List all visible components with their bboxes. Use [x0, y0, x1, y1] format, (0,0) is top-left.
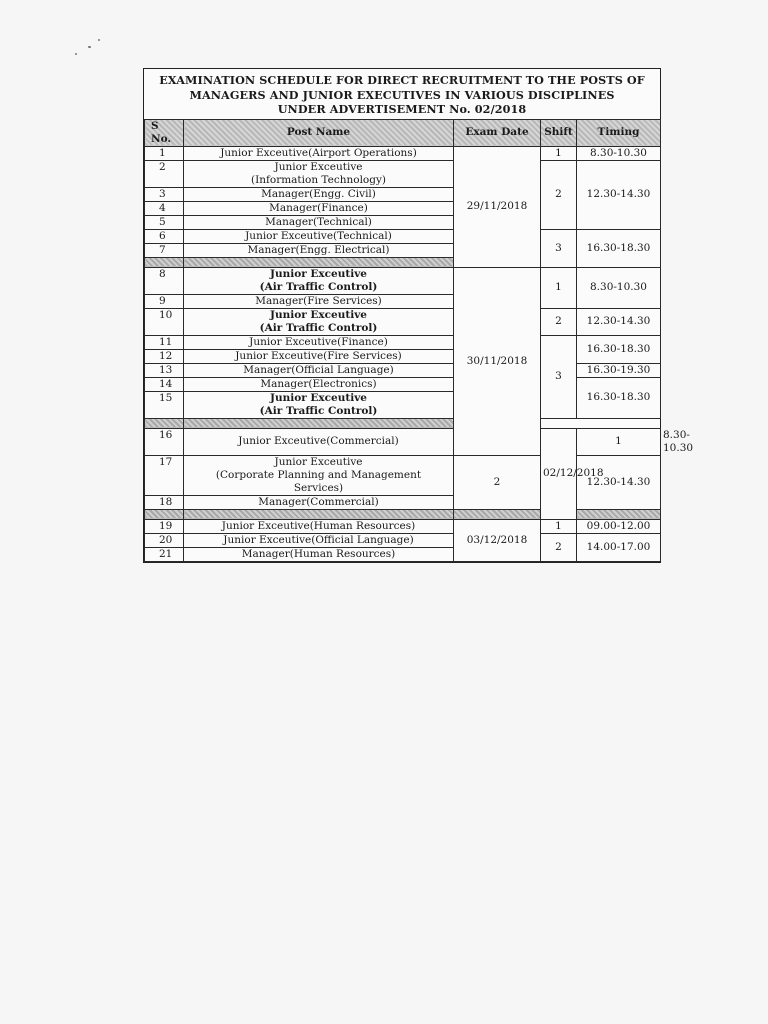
sno-cell: 3 [145, 187, 184, 201]
header-post-name: Post Name [184, 119, 454, 146]
exam-date-cell: 30/11/2018 [454, 267, 541, 455]
post-name-cell [184, 308, 454, 335]
sno-cell: 14 [145, 377, 184, 391]
sno-cell: 2 [145, 160, 184, 187]
title-line-2: MANAGERS AND JUNIOR EXECUTIVES IN VARIOUS DISCIPLINES [189, 87, 615, 102]
post-name-line: Junior Exceutive [274, 160, 363, 173]
timing-cell: 09.00-12.00 [577, 519, 661, 533]
shift-cell: 1 [541, 146, 577, 160]
separator-row [145, 418, 661, 428]
table-row: 16 Junior Exceutive(Commercial) 02/12/2018 1 8.30-10.30 [145, 428, 661, 455]
post-name-cell: Junior Exceutive(Airport Operations) [184, 146, 454, 160]
sno-cell: 15 [145, 391, 184, 418]
separator-cell [145, 257, 184, 267]
post-name-cell: Junior Exceutive(Technical) [184, 229, 454, 243]
separator-cell [184, 257, 454, 267]
sno-cell: 9 [145, 294, 184, 308]
post-name-cell: Manager(Official Language) [184, 363, 454, 377]
post-name-cell: Manager(Commercial) [184, 495, 454, 509]
post-name-cell: Manager(Engg. Civil) [184, 187, 454, 201]
sno-cell: 21 [145, 547, 184, 561]
timing-cell: 16.30-18.30 [577, 377, 661, 418]
timing-cell: 12.30-14.30 [577, 308, 661, 335]
table-row [145, 160, 661, 187]
post-name-line: Junior Exceutive [269, 391, 367, 404]
shift-cell: 3 [541, 335, 577, 418]
table-row [145, 519, 661, 533]
table-row [145, 308, 661, 335]
header-shift: Shift [541, 119, 577, 146]
sno-cell: 1 [145, 146, 184, 160]
shift-cell: 1 [541, 267, 577, 308]
post-name-cell: Manager(Electronics) [184, 377, 454, 391]
schedule-table [144, 119, 694, 562]
exam-date-cell: 03/12/2018 [454, 519, 541, 561]
shift-cell: 2 [541, 533, 577, 561]
shift-cell: 3 [541, 229, 577, 267]
sno-cell: 17 [145, 455, 184, 495]
sno-cell: 5 [145, 215, 184, 229]
table-row [145, 146, 661, 160]
post-name-cell: Manager(Human Resources) [184, 547, 454, 561]
separator-cell [145, 418, 184, 428]
sno-cell: 7 [145, 243, 184, 257]
timing-cell: 16.30-19.30 [577, 363, 661, 377]
post-name-cell [184, 455, 454, 495]
exam-date-cell: 29/11/2018 [454, 146, 541, 267]
post-name-line: Junior Exceutive [269, 267, 367, 280]
sno-cell: 6 [145, 229, 184, 243]
post-name-cell: Junior Exceutive(Finance) [184, 335, 454, 349]
post-name-line: Services) [293, 481, 344, 494]
separator-cell [184, 418, 454, 428]
post-name-line: Junior Exceutive [269, 308, 367, 321]
document-title [144, 69, 660, 119]
header-exam-date: Exam Date [454, 119, 541, 146]
sno-cell: 16 [145, 428, 184, 455]
post-name-line: (Air Traffic Control) [259, 280, 378, 293]
header-timing: Timing [577, 119, 661, 146]
post-name-cell [184, 391, 454, 418]
exam-schedule-document [143, 68, 694, 563]
timing-cell: 8.30-10.30 [577, 146, 661, 160]
sno-cell: 11 [145, 335, 184, 349]
post-name-line: (Air Traffic Control) [259, 321, 378, 334]
sno-cell: 19 [145, 519, 184, 533]
table-row [145, 363, 661, 377]
post-name-cell: Manager(Fire Services) [184, 294, 454, 308]
shift-cell: 1 [577, 428, 661, 455]
post-name-cell [184, 160, 454, 187]
header-sno: S No. [145, 119, 184, 146]
sno-cell: 4 [145, 201, 184, 215]
post-name-line: (Information Technology) [250, 173, 386, 186]
post-name-cell: Manager(Technical) [184, 215, 454, 229]
shift-cell: 2 [541, 308, 577, 335]
post-name-line: (Corporate Planning and Management [215, 468, 422, 481]
sno-cell: 20 [145, 533, 184, 547]
table-row [145, 533, 661, 547]
timing-cell: 16.30-18.30 [577, 335, 661, 363]
post-name-line: (Air Traffic Control) [259, 404, 378, 417]
post-name-cell: Junior Exceutive(Commercial) [184, 428, 454, 455]
post-name-cell: Junior Exceutive(Official Language) [184, 533, 454, 547]
timing-cell: 12.30-14.30 [577, 160, 661, 229]
shift-cell: 1 [541, 519, 577, 533]
table-row [145, 229, 661, 243]
title-line-1: EXAMINATION SCHEDULE FOR DIRECT RECRUITMENT TO THE POSTS OF [159, 73, 645, 87]
post-name-line: Junior Exceutive [274, 455, 363, 468]
separator-row [145, 509, 661, 519]
title-line-3: UNDER ADVERTISEMENT No. 02/2018 [277, 102, 527, 116]
table-row [145, 267, 661, 294]
timing-cell: 12.30-14.30 [577, 455, 661, 509]
sno-cell: 10 [145, 308, 184, 335]
header-row [145, 119, 661, 146]
post-name-cell: Manager(Engg. Electrical) [184, 243, 454, 257]
exam-date-cell: 02/12/2018 [541, 428, 577, 519]
shift-cell: 2 [541, 160, 577, 229]
sno-cell: 12 [145, 349, 184, 363]
separator-cell [454, 509, 541, 519]
sno-cell: 18 [145, 495, 184, 509]
timing-cell: 8.30-10.30 [577, 267, 661, 308]
shift-cell: 2 [454, 455, 541, 509]
sno-cell: 13 [145, 363, 184, 377]
timing-cell: 16.30-18.30 [577, 229, 661, 267]
separator-cell [145, 509, 184, 519]
separator-cell [577, 509, 661, 519]
timing-cell: 14.00-17.00 [577, 533, 661, 561]
sno-cell: 8 [145, 267, 184, 294]
table-row [145, 377, 661, 391]
post-name-cell: Junior Exceutive(Human Resources) [184, 519, 454, 533]
separator-cell [184, 509, 454, 519]
table-row [145, 335, 661, 349]
post-name-cell: Junior Exceutive(Fire Services) [184, 349, 454, 363]
post-name-cell [184, 267, 454, 294]
post-name-cell: Manager(Finance) [184, 201, 454, 215]
